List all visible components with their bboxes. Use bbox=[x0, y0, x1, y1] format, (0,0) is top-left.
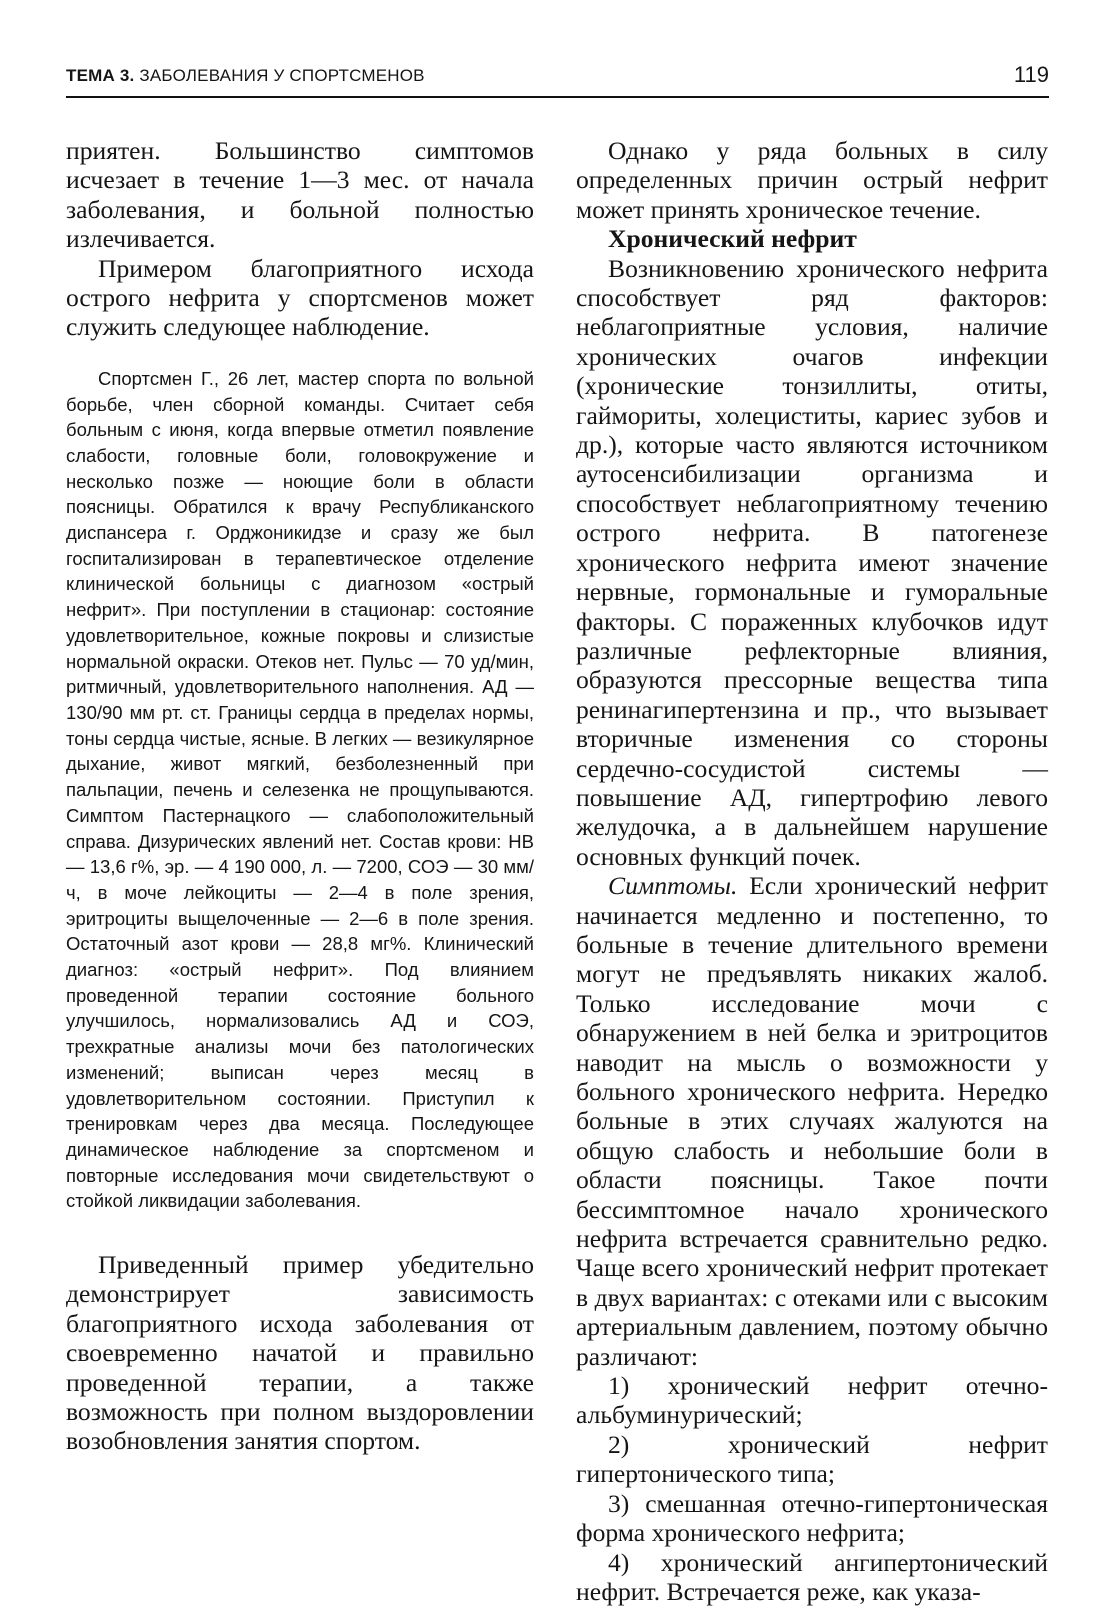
running-title bbox=[66, 66, 425, 86]
header-rule bbox=[66, 96, 1049, 98]
spacer bbox=[66, 1214, 534, 1250]
symptoms-label: Симптомы. bbox=[608, 871, 737, 900]
symptoms-text: Если хронический нефрит начинается медленно и постепенно, то больные в течение длительного времени могут не предъявлять никаких жалоб. Только исследование мочи с обнаружением в ней белка и эритроцитов наводит на мысль о возможности у больного хронического нефрита. Нередко больные в этих случаях жалуются на общую слабость и небольшие боли в области поясницы. Такое почти бессимптомное начало хронического нефрита встречается сравнительно редко. Чаще всего хронический нефрит протекает в двух вариантах: с отеками или с высоким артериальным давлением, поэтому обычно различают: bbox=[576, 871, 1048, 1371]
page-number: 119 bbox=[1014, 62, 1049, 88]
symptoms-paragraph bbox=[576, 871, 1048, 1371]
paragraph: Возникновению хронического нефрита способствует ряд факторов: неблагоприятные условия, наличие хронических очагов инфекции (хронические тонзиллиты, отиты, гаймориты, холециститы, кариес зубов и др.), которые часто являются источником аутосенсибилизации организма и способствует неблагоприятному течению острого нефрита. В патогенезе хронического нефрита имеют значение нервные, гормональные и гуморальные факторы. С пораженных клубочков идут различные рефлекторные влияния, образуются прессорные вещества типа ренинагипертензина и пр., что вызывает вторичные изменения со стороны сердечно-сосудистой системы — повышение АД, гипертрофию левого желудочка, а в дальнейшем нарушение основных функций почек. bbox=[576, 254, 1048, 872]
list-item: 4) хронический ангипертонический нефрит. Встречается реже, как указа- bbox=[576, 1548, 1048, 1606]
paragraph: Приведенный пример убедительно демонстрирует зависимость благоприятного исхода заболевания от своевременно начатой и правильно проведенной терапии, а также возможность при полном выздоровлении возобновления занятия спортом. bbox=[66, 1250, 534, 1456]
topic-title: ЗАБОЛЕВАНИЯ У СПОРТСМЕНОВ bbox=[134, 66, 424, 85]
right-column bbox=[576, 136, 1048, 1606]
topic-prefix: ТЕМА 3. bbox=[66, 66, 134, 85]
left-column bbox=[66, 136, 534, 1456]
section-subheading: Хронический нефрит bbox=[576, 224, 1048, 253]
list-item: 1) хронический нефрит отечно-альбуминурический; bbox=[576, 1371, 1048, 1430]
paragraph: Однако у ряда больных в силу определенных причин острый нефрит может принять хроническое течение. bbox=[576, 136, 1048, 224]
case-report: Спортсмен Г., 26 лет, мастер спорта по вольной борьбе, член сборной команды. Считает себя больным с июня, когда впервые отметил появление слабости, головные боли, головокружение и несколько позже — ноющие боли в области поясницы. Обратился к врачу Республиканского диспансера г. Орджоникидзе и сразу же был госпитализирован в терапевтическое отделение клинической больницы с диагнозом «острый нефрит». При поступлении в стационар: состояние удовлетворительное, кожные покровы и слизистые нормальной окраски. Отеков нет. Пульс — 70 уд/мин, ритмичный, удовлетворительного наполнения. АД — 130/90 мм рт. ст. Границы сердца в пределах нормы, тоны сердца чистые, ясные. В легких — везикулярное дыхание, живот мягкий, безболезненный при пальпации, печень и селезенка не прощупываются. Симптом Пастернацкого — слабоположительный справа. Дизурических явлений нет. Состав крови: НВ — 13,6 г%, эр. — 4 190 000, л. — 7200, СОЭ — 30 мм/ч, в моче лейкоциты — 2—4 в поле зрения, эритроциты выщелоченные — 2—6 в поле зрения. Остаточный азот крови — 28,8 мг%. Клинический диагноз: «острый нефрит». Под влиянием проведенной терапии состояние больного улучшилось, нормализовались АД и СОЭ, трехкратные анализы мочи без патологических изменений; выписан через месяц в удовлетворительном состоянии. Приступил к тренировкам через два месяца. Последующее динамическое наблюдение за спортсменом и повторные исследования мочи свидетельствуют о стойкой ликвидации заболевания. bbox=[66, 366, 534, 1214]
paragraph: приятен. Большинство симптомов исчезает в течение 1—3 мес. от начала заболевания, и больной полностью излечивается. bbox=[66, 136, 534, 254]
paragraph: Примером благоприятного исхода острого нефрита у спортсменов может служить следующее наблюдение. bbox=[66, 254, 534, 342]
list-item: 2) хронический нефрит гипертонического типа; bbox=[576, 1430, 1048, 1489]
running-header bbox=[66, 66, 1049, 92]
list-item: 3) смешанная отечно-гипертоническая форма хронического нефрита; bbox=[576, 1489, 1048, 1548]
